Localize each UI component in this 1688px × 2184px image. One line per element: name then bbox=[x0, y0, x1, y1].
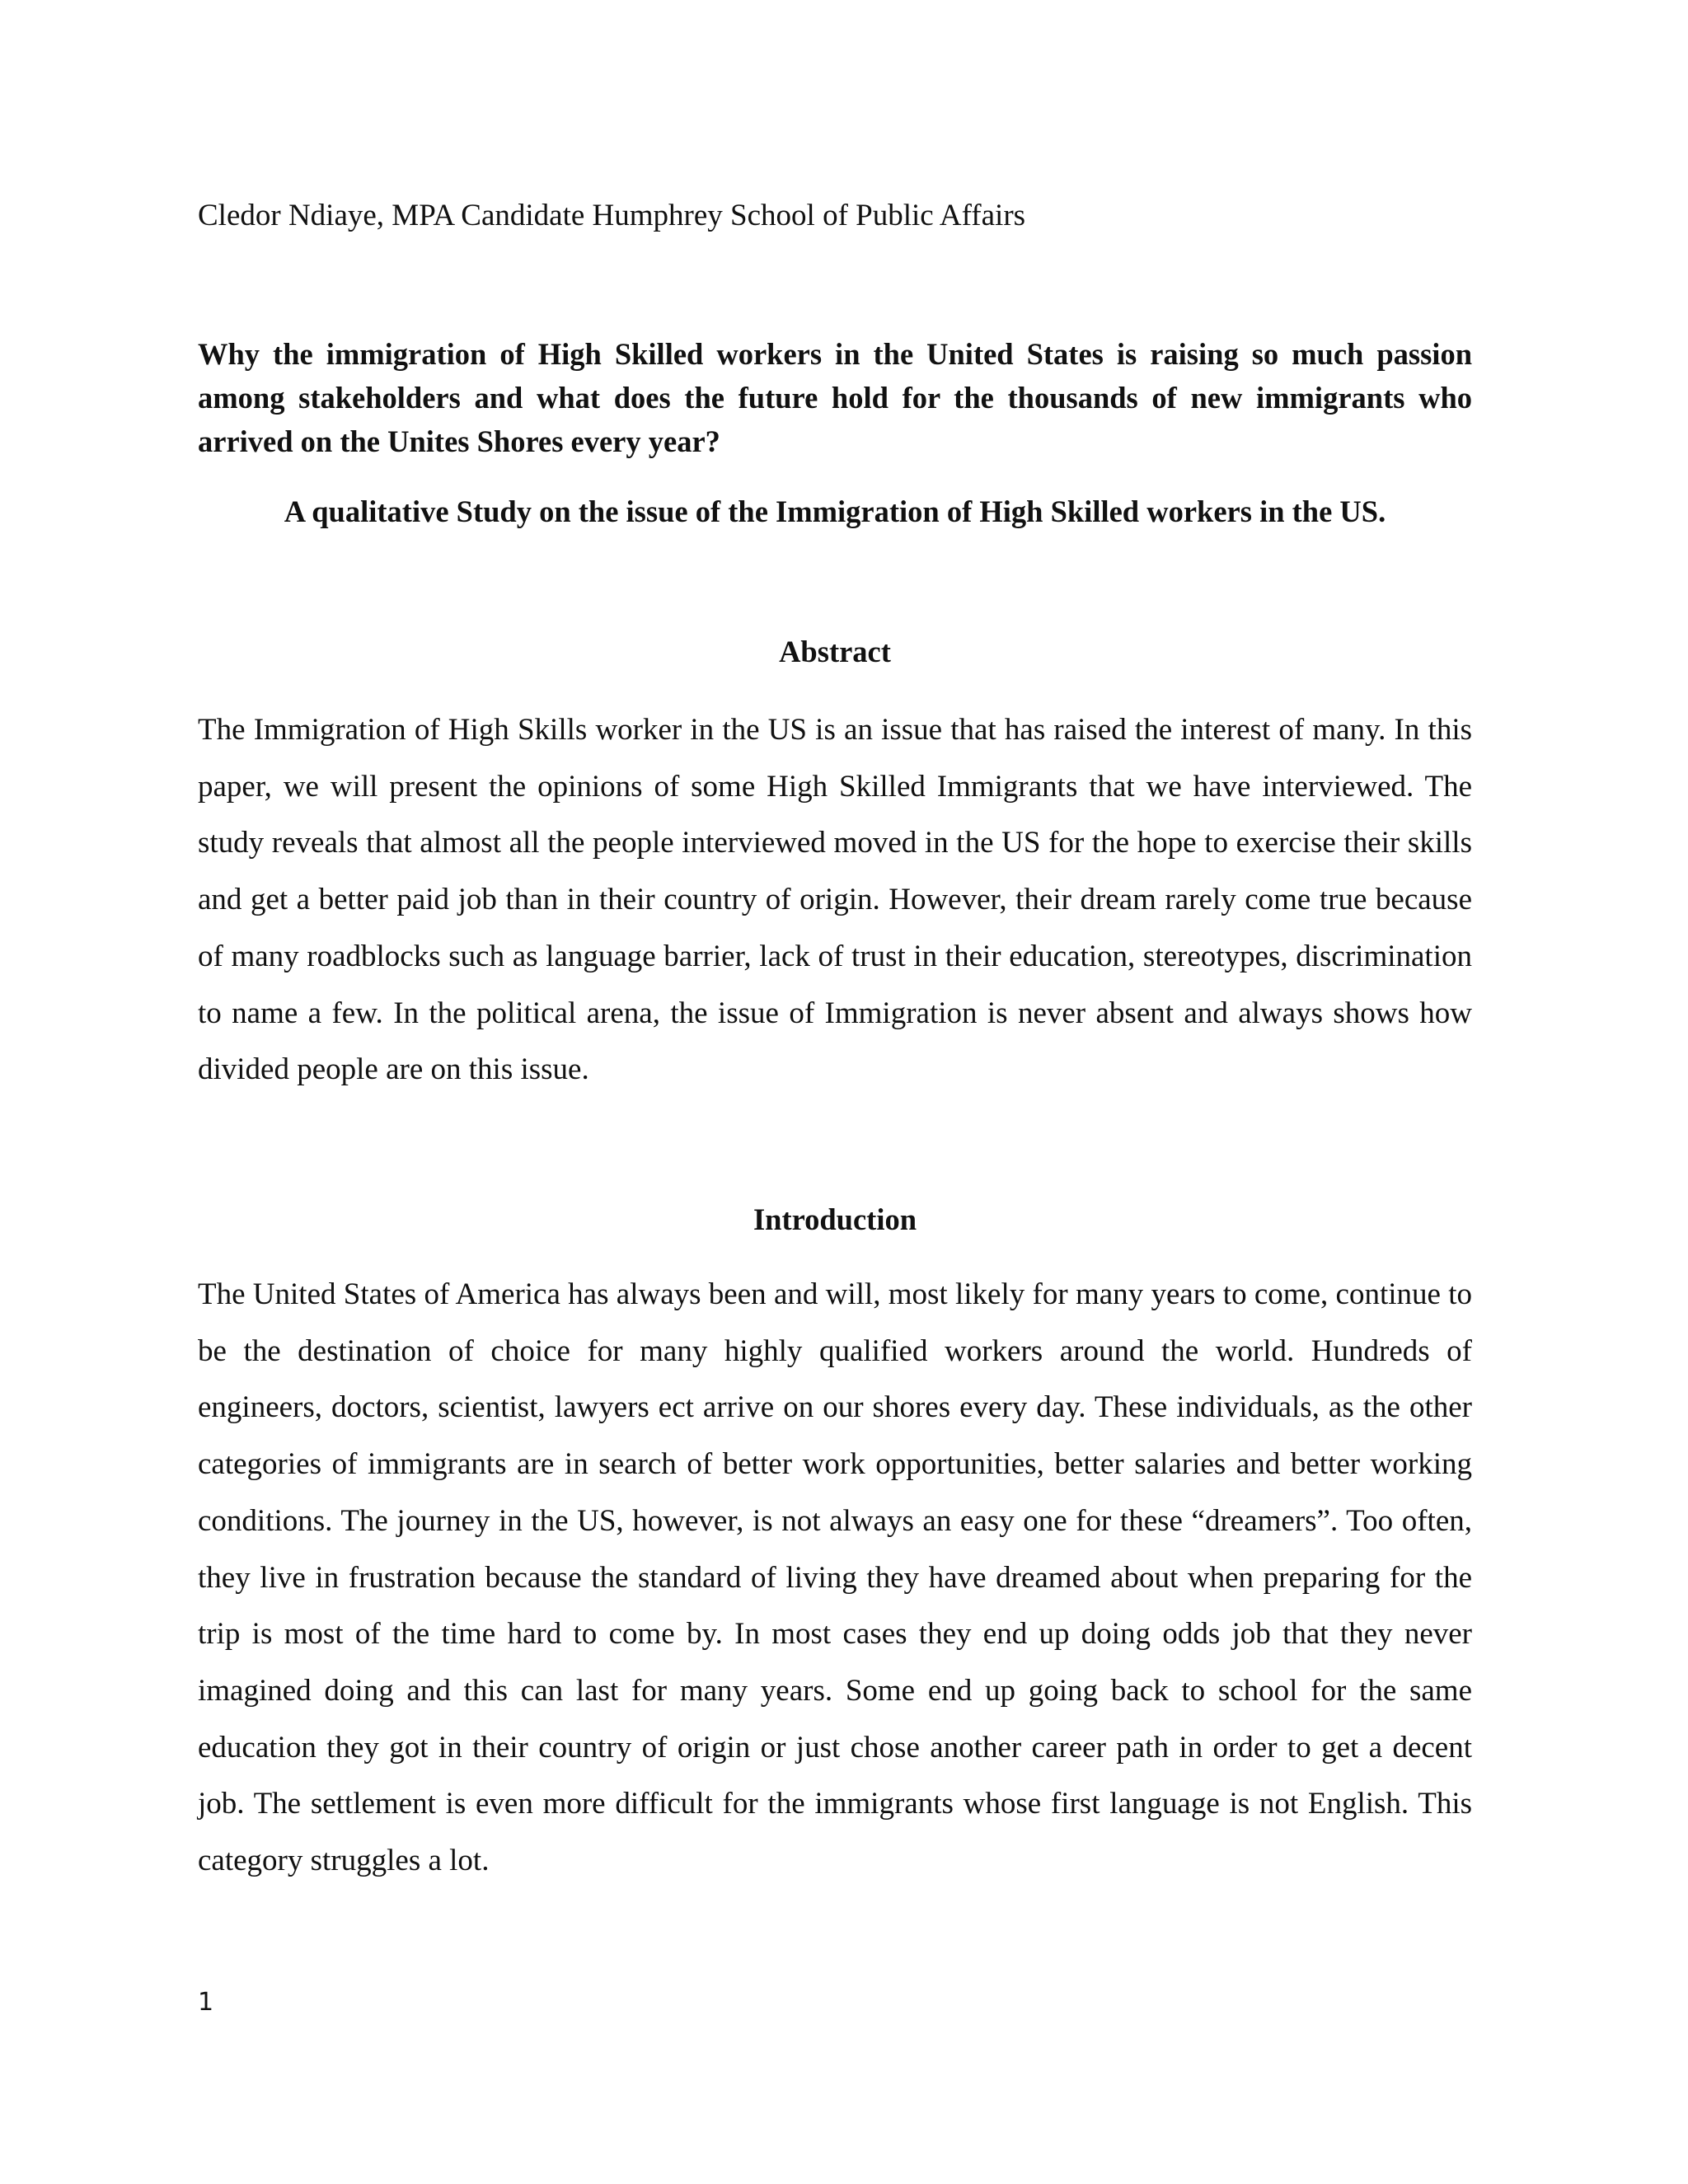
abstract-heading: Abstract bbox=[779, 635, 891, 668]
introduction-heading: Introduction bbox=[753, 1202, 917, 1236]
paper-title-question: Why the immigration of High Skilled workers in the United States is raising so much passion among stakeholders and what does the future hold for the thousands of new immigrants who arrived on the Unites Shores every year? bbox=[198, 337, 1472, 458]
abstract-paragraph: The Immigration of High Skills worker in the US is an issue that has raised the interest of many. In this paper, we will present the opinions of some High Skilled Immigrants that we have interviewed. The study reveals that almost all the people interviewed moved in the US for the hope to exercise their skills and get a better paid job than in their country of origin. However, their dream rarely come true because of many roadblocks such as language barrier, lack of trust in their education, stereotypes, discrimination to name a few. In the political arena, the issue of Immigration is never absent and always shows how divided people are on this issue. bbox=[198, 713, 1472, 1087]
page-number: 1 bbox=[198, 1988, 214, 2017]
paper-subtitle: A qualitative Study on the issue of the Immigration of High Skilled workers in the US. bbox=[284, 494, 1386, 528]
introduction-paragraph: The United States of America has always been and will, most likely for many years to come, continue to be the destination of choice for many highly qualified workers around the world. Hundreds of engineers, doctors, scientist, lawyers ect arrive on our shores every day. These individuals, as the other categories of immigrants are in search of better work opportunities, better salaries and better working conditions. The journey in the US, however, is not always an easy one for these “dreamers”. Too often, they live in frustration because the standard of living they have dreamed about when preparing for the trip is most of the time hard to come by. In most cases they end up doing odds job that they never imagined doing and this can last for many years. Some end up going back to school for the same education they got in their country of origin or just chose another career path in order to get a decent job. The settlement is even more difficult for the immigrants whose first language is not English. This category struggles a lot. bbox=[198, 1277, 1472, 1878]
author-line: Cledor Ndiaye, MPA Candidate Humphrey School of Public Affairs bbox=[198, 199, 1026, 232]
